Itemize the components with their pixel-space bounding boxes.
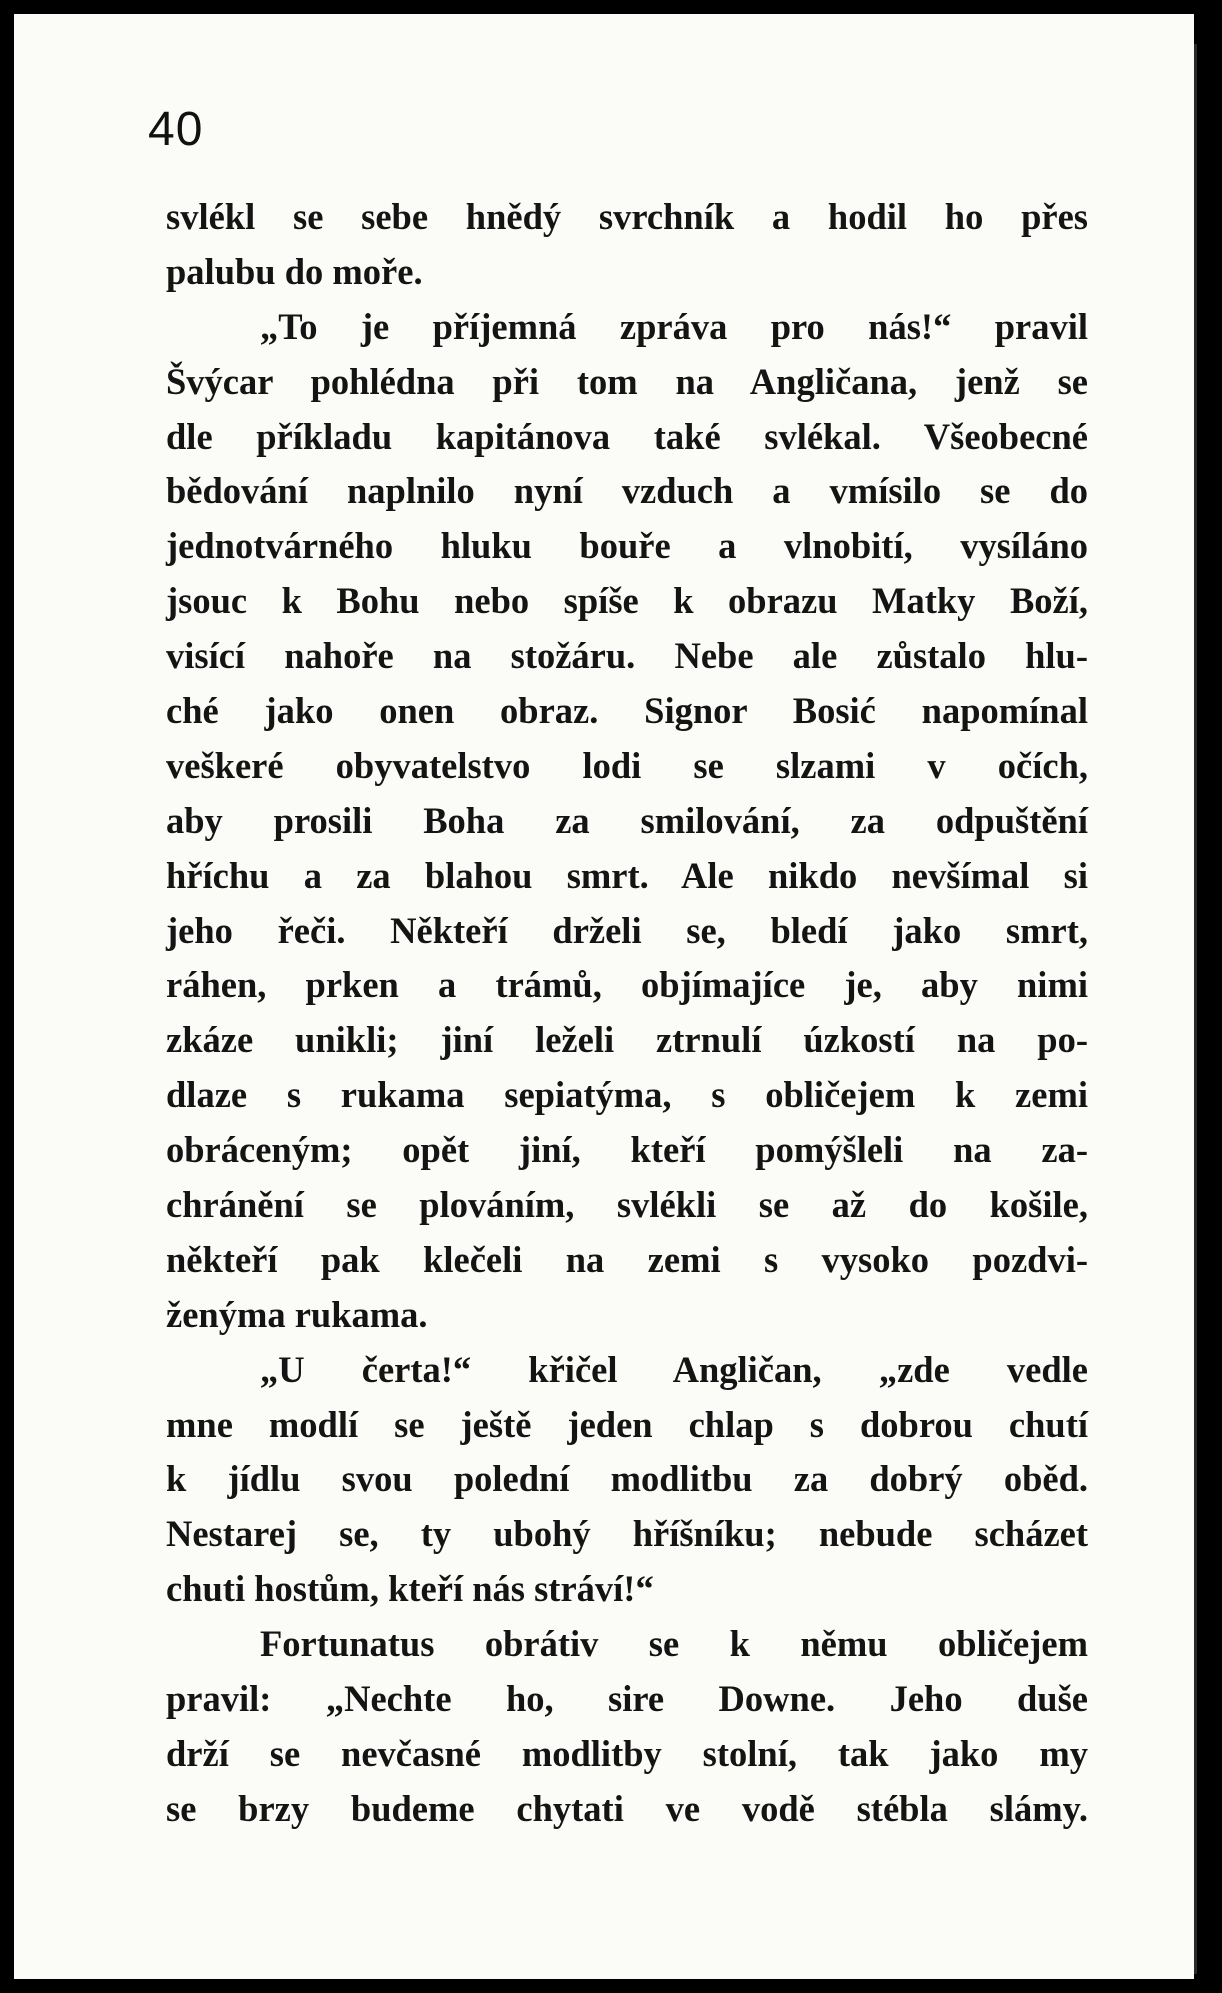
book-page (14, 14, 1194, 1979)
text-line: chránění se plováním, svlékli se až do košile, (166, 1184, 1088, 1226)
text-line: k jídlu svou polední modlitbu za dobrý oběd. (166, 1458, 1088, 1500)
text-line: „U čerta!“ křičel Angličan, „zde vedle (260, 1348, 1088, 1390)
page-number: 40 (148, 103, 204, 156)
text-line: hříchu a za blahou smrt. Ale nikdo nevšímal si (166, 854, 1088, 896)
text-line: mne modlí se ještě jeden chlap s dobrou chutí (166, 1403, 1088, 1445)
text-line: ché jako onen obraz. Signor Bosić napomínal (166, 690, 1088, 732)
text-line: pravil: „Nechte ho, sire Downe. Jeho duše (166, 1678, 1088, 1720)
text-line: se brzy budeme chytati ve vodě stébla slámy. (166, 1787, 1088, 1829)
text-line: obráceným; opět jiní, kteří pomýšleli na za- (166, 1129, 1088, 1171)
text-line: zkáze unikli; jiní leželi ztrnulí úzkostí na po- (166, 1019, 1088, 1061)
body-text (166, 190, 1088, 1837)
text-line: Fortunatus obrátiv se k němu obličejem (260, 1623, 1088, 1665)
page-spine-edge (1194, 44, 1197, 1974)
text-line: Švýcar pohlédna při tom na Angličana, jenž se (166, 360, 1088, 402)
text-line: jeho řeči. Někteří drželi se, bledí jako smrt, (166, 909, 1088, 951)
text-line: aby prosili Boha za smilování, za odpuštění (166, 799, 1088, 841)
text-line: dle příkladu kapitánova také svlékal. Všeobecné (166, 415, 1088, 457)
text-line: drží se nevčasné modlitby stolní, tak jako my (166, 1732, 1088, 1774)
text-line: svlékl se sebe hnědý svrchník a hodil ho přes (166, 196, 1088, 237)
text-line: jsouc k Bohu nebo spíše k obrazu Matky Boží, (166, 580, 1088, 622)
text-line: jednotvárného hluku bouře a vlnobití, vysíláno (166, 525, 1088, 567)
text-line: bědování naplnilo nyní vzduch a vmísilo se do (166, 470, 1088, 512)
text-line: „To je příjemná zpráva pro nás!“ pravil (260, 305, 1088, 347)
text-line: ženýma rukama. (166, 1293, 428, 1335)
text-line: Nestarej se, ty ubohý hříšníku; nebude scházet (166, 1513, 1088, 1555)
text-line: visící nahoře na stožáru. Nebe ale zůstalo hlu- (166, 635, 1088, 677)
text-line: veškeré obyvatelstvo lodi se slzami v očích, (166, 744, 1088, 786)
text-line: dlaze s rukama sepiatýma, s obličejem k zemi (166, 1074, 1088, 1116)
text-line: chuti hostům, kteří nás stráví!“ (166, 1568, 654, 1610)
text-line: ráhen, prken a trámů, objímajíce je, aby nimi (166, 964, 1088, 1006)
text-line: někteří pak klečeli na zemi s vysoko pozdvi- (166, 1238, 1088, 1280)
text-line: palubu do moře. (166, 250, 423, 292)
